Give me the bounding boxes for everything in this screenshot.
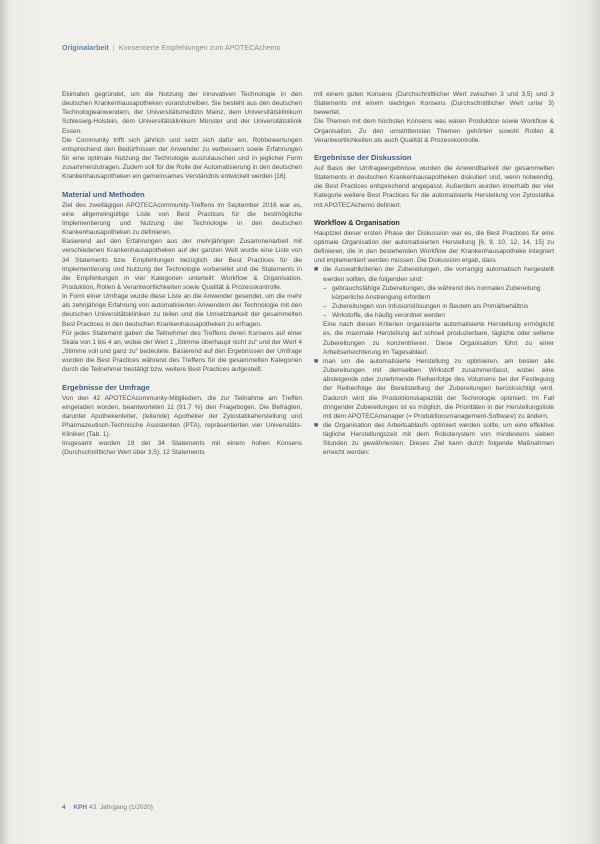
dash-item <box>314 284 554 302</box>
running-header <box>62 45 562 52</box>
left-column <box>62 90 302 458</box>
article-short-title: Konsentierte Empfehlungen zum APOTECAchemo <box>118 45 281 52</box>
discussion-heading: Ergebnisse der Diskussion <box>314 152 412 162</box>
dash-icon: – <box>323 302 327 310</box>
dash-text: Wirkstoffe, die häufig verordnet werden <box>332 312 445 320</box>
results-continued-paragraph: mit einem guten Konsens (Durchschnittlicher Wert zwischen 3 und 3,5) und 3 Statements mit einem niedrigen Konsens (Durchschnittlicher Wert unter 3) bewertet. <box>314 91 554 117</box>
right-column <box>314 90 554 458</box>
methods-paragraph-2: Basierend auf den Erfahrungen aus der mehrjährigen Zusammenarbeit mit verschiedenen Krankenhausapotheken auf der ganzen Welt wurde eine Liste von 34 Statements bzw. Empfehlungen bezüglich der Best Practices für die Implementierung und Nutzung der Technologie vorbereitet und die Statements in die Empfehlungen in vier Kategorien unterteilt: Workflow & Organisation, Produktion, Rollen & Verantwortlichkeiten sowie Qualität & Prozesskontrolle. <box>62 238 302 291</box>
methods-paragraph-3: In Form einer Umfrage wurde diese Liste an die Anwender gesendet, um die mehr als zehnjährige Erfahrung von automatisierten Anwendern der Technologie mit den deutschen Universitätskliniken zu teilen und die Umsetzbarkeit der gesammelten Best Practices in den deutschen Krankenhausapotheken zu erfragen. <box>62 293 302 328</box>
methods-paragraph-4: Für jedes Statement gaben die Teilnehmer des Treffens deren Konsens auf einer Skala von 1 bis 4 an, wobei der Wert 1 „Stimme überhaupt nicht zu“ und der Wert 4 „Stimme voll und ganz zu“ bedeutete. Basierend auf den Ergebnissen der Umfrage wurden die Best Practices während des Treffens für die gesammelten Kategorien durch die Teilnehmer bestätigt bzw. weitere Best Practices aufgestellt. <box>62 329 302 374</box>
intro-paragraph: Ekimaten gegründet, um die Nutzung der innovativen Technologie in den deutschen Krankenhausapotheken voranzutreiben. Sie besteht aus den deutschen Technologieanwendern, der Universitätsmedizin Mainz, dem Universitätsklinikum Schleswig-Holstein, dem Universitätsklinikum Münster und der Universitätsklinik Essen. <box>62 91 302 135</box>
bullet-text: die Organisation des Arbeitsablaufs optimiert werden sollte, um eine effektive tägliche Herstellungszeit mit dem Roboterystem von mindestens sieben Stunden zu gewährleisten. Dieses Ziel kann durch folgende Maßnahmen erreicht werden: <box>323 422 554 457</box>
results-heading: Ergebnisse der Umfrage <box>62 382 150 392</box>
header-separator: | <box>112 45 115 52</box>
dash-item <box>314 311 554 320</box>
bullet-icon: ■ <box>314 357 319 365</box>
dash-text: gebrauchsfähige Zubereitungen, die während des normalen Zubereitung körperliche Anstrengung erfordern <box>332 284 541 301</box>
dash-icon: – <box>323 312 327 320</box>
intro-paragraph-2: Die Community trifft sich jährlich und setzt sich dafür ein, Rohbewertungen entsprechend den Bedürfnissen der Anwender zu verbessern sowie Erfahrungen für eine optimale Nutzung der Technologie auszutauschen und in jeglicher Form zusammenzutragen. Zudem soll für die Rolle der Automatisierung in den deutschen Krankenhausapotheken ein gemeinsames Verständnis entwickelt werden [16]. <box>62 136 302 181</box>
journal-volume: 43. Jahrgang (1/2020) <box>88 804 153 811</box>
workflow-heading: Workflow & Organisation <box>314 217 400 227</box>
methods-heading: Material und Methoden <box>62 189 145 199</box>
discussion-paragraph: Auf Basis der Umfrageergebnisse wurden die Anwendbarkeit der gesammelten Statements in deutschen Krankenhausapotheken diskutiert und, wenn notwendig, die Best Practices entsprechend angepasst. Außerdem wurden innerhalb der vier Kategorie weitere Best Practices für die automatisierte Herstellung von Zytostatika mit APOTECAchemo definiert. <box>314 164 554 209</box>
methods-paragraph-1: Ziel des zweitägigen APOTECAcommunity-Treffens im September 2016 war es, eine allgemeingültige Liste von Best Practices für die bestmögliche Implementierung und Nutzung der Technologie in den deutschen Krankenhausapotheken zu definieren. <box>62 201 302 237</box>
workflow-paragraph: Hauptziel dieser ersten Phase der Diskussion war es, die Best Practices für eine optimale Organisation der automatisierten Herstellung [6, 9, 10, 12, 14, 15] zu definieren, die in den bestehenden Workflow der Krankenhausapotheke integriert und implementiert werden müssen. Die Diskussion ergab, dass <box>314 229 554 265</box>
bullet-item <box>314 421 554 458</box>
results-paragraph-2: Insgesamt wurden 19 der 34 Statements mit einem hohen Konsens (Durchschnittlicher Wert über 3,5), 12 Statements <box>62 440 302 457</box>
bullet-item <box>314 357 554 421</box>
bullet-text: die Auswahlkriterien der Zubereitungen, die vorrangig automatisch hergestellt werden sollten, die folgenden sind: <box>323 266 554 283</box>
dash-text: Zubereitungen von Infusionslösungen in Beuteln als Primärbehältnis <box>332 302 529 310</box>
bullet-text: man um die automatisierte Herstellung zu optimieren, am besten alle Zubereitungen mit demselben Wirkstoff zusammenfasst, wobei eine absteigende oder zunehmende Reihenfolge des Volumens bei der Festlegung der Reihenfolge der Bereitstellung der Zubereitungen berücksichtigt wird. Dadurch wird die Produktionskapazität der Technologie optimiert. Im Fall dringender Zubereitungen ist es möglich, die Prioritäten in der Herstellungsliste mit dem APOTECAmanager (= Produktionsmanagement-Software) zu ändern. <box>323 357 554 420</box>
results-topics-paragraph: Die Themen mit dem höchsten Konsens was waren Produktion sowie Workflow & Organisation. Zu den umstrittensten Themen gehörten sowohl Rollen & Verantwortlichkeiten als auch Qualität & Prozesskontrolle. <box>314 118 554 144</box>
bullet-icon: ■ <box>314 266 319 274</box>
bullet-icon: ■ <box>314 422 319 429</box>
bullet-item <box>314 265 554 283</box>
dash-item <box>314 302 554 311</box>
page-number: 4 <box>62 804 66 811</box>
dash-icon: – <box>323 284 327 292</box>
journal-name: KPH <box>73 804 88 811</box>
bullet-continuation: Eine nach diesen Kriterien organisierte automatisierte Herstellung ermöglicht es, die maximale Herstellung auf schnell produzierbare, tägliche oder seltene Zubereitungen zu konzentrieren. Diese Organisation führt zu einer Arbeitserleichterung im Tagesablauf. <box>323 321 554 356</box>
section-label: Originalarbeit <box>62 45 109 52</box>
results-paragraph-1: Von den 42 APOTECAcommunity-Mitgliedern, die zur Teilnahme am Treffen eingeladen worden, beantworteten 11 (91,7 %) den Fragebogen. Die Befragten, darunter Apothekenleiter, (leitende) Apotheker der Zytostatikaherstellung und Pharmazeutisch-Technische Assistenten (PTA), repräsentierten vier Universitäts-Kliniken (Tab. 1). <box>62 394 302 439</box>
page-footer <box>62 804 362 811</box>
